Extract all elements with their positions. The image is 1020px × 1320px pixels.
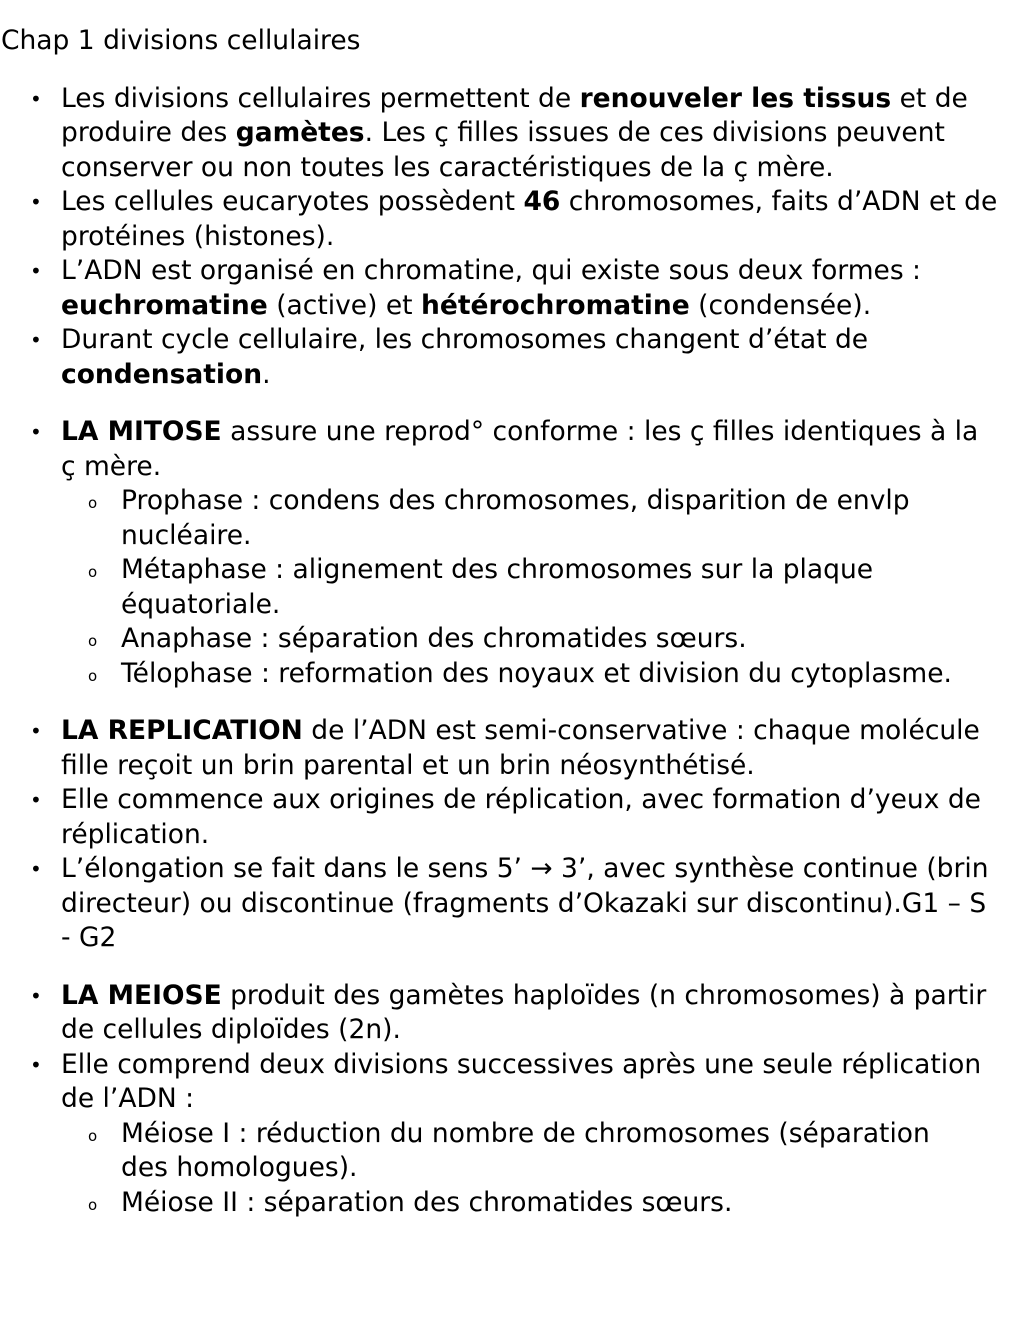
bold-term: hétérochromatine	[420, 289, 690, 321]
sub-list-item: o Méiose II : séparation des chromatides sœurs.	[61, 1186, 1000, 1221]
bullet-icon: •	[30, 259, 42, 283]
circle-bullet-icon: o	[88, 666, 98, 685]
bullet-icon: •	[30, 857, 42, 881]
sub-list-item: o Anaphase : séparation des chromatides sœurs.	[61, 622, 1000, 657]
section-heading: LA MITOSE	[61, 416, 222, 447]
bullet-icon: •	[30, 420, 42, 444]
bold-term: gamètes	[235, 117, 365, 148]
sub-list-item: o Prophase : condens des chromosomes, disparition de envlp nucléaire.	[88, 485, 910, 551]
list-item: • LA MITOSE assure une reprod° conforme : les ç filles identiques à la ç mère. o Prophase : condens des chromosomes, disparition de envlp nucléaire. o Métaphase : alignement des chromosomes sur la plaque équatoriale. o Anaphase : séparation des chromatides sœurs. o Télophase : reformation des noyaux et division du cytoplasme.	[0, 415, 1020, 691]
bold-term: condensation	[61, 358, 263, 390]
section-heading: LA REPLICATION	[61, 715, 303, 746]
circle-bullet-icon: o	[88, 494, 98, 512]
list-item: • LA REPLICATION de l’ADN est semi-conservative : chaque molécule fille reçoit un brin parental et un brin néosynthétisé.	[30, 715, 980, 781]
list-item: • Elle comprend deux divisions successives après une seule réplication de l’ADN : o Méiose I : réduction du nombre de chromosomes (séparation des homologues). o Méiose II : séparation des chromatides sœurs.	[0, 1048, 1020, 1221]
bullet-icon: •	[30, 190, 42, 214]
list-item: • L’élongation se fait dans le sens 5’ → 3’, avec synthèse continue (brin directeur) ou discontinue (fragments d’Okazaki sur discontinu).G1 – S - G2	[30, 853, 989, 953]
section-heading: LA MEIOSE	[61, 979, 222, 1011]
circle-bullet-icon: o	[88, 563, 98, 581]
bullet-icon: •	[30, 983, 42, 1008]
intro-list	[0, 82, 1020, 393]
sub-list-item: o Méiose I : réduction du nombre de chromosomes (séparation des homologues).	[88, 1117, 930, 1183]
bullet-icon: •	[30, 1052, 42, 1077]
list-item: • L’ADN est organisé en chromatine, qui existe sous deux formes : euchromatine (active) et hétérochromatine (condensée).	[30, 255, 921, 321]
list-item: • LA MEIOSE produit des gamètes haploïdes (n chromosomes) à partir de cellules diploïdes (2n).	[30, 979, 987, 1045]
replication-list	[0, 714, 1020, 956]
bold-term: 46	[523, 186, 561, 217]
bold-term: euchromatine	[61, 289, 268, 321]
bullet-icon: •	[30, 788, 42, 812]
list-item: • Elle commence aux origines de réplication, avec formation d’yeux de réplication.	[30, 784, 981, 850]
bold-term: renouveler les tissus	[579, 82, 892, 114]
document-title: Chap 1 divisions cellulaires	[1, 25, 361, 56]
meiose-list	[0, 979, 1020, 1221]
circle-bullet-icon: o	[88, 1126, 98, 1145]
mitose-phases-list	[61, 484, 1000, 691]
circle-bullet-icon: o	[88, 632, 98, 650]
bullet-icon: •	[30, 86, 42, 111]
bullet-icon: •	[30, 328, 42, 352]
meiose-divisions-list	[61, 1117, 1000, 1221]
list-item: • Les cellules eucaryotes possèdent 46 chromosomes, faits d’ADN et de protéines (histones).	[30, 186, 998, 252]
list-item: • Les divisions cellulaires permettent de renouveler les tissus et de produire des gamètes. Les ç filles issues de ces divisions peuvent conserver ou non toutes les caractéristiques de la ç mère.	[30, 82, 968, 183]
bullet-icon: •	[30, 719, 42, 743]
mitose-list	[0, 415, 1020, 691]
circle-bullet-icon: o	[88, 1195, 98, 1214]
list-item: • Durant cycle cellulaire, les chromosomes changent d’état de condensation.	[30, 324, 869, 390]
sub-list-item: o Métaphase : alignement des chromosomes sur la plaque équatoriale.	[88, 554, 874, 620]
sub-list-item: o Télophase : reformation des noyaux et division du cytoplasme.	[61, 657, 1000, 692]
